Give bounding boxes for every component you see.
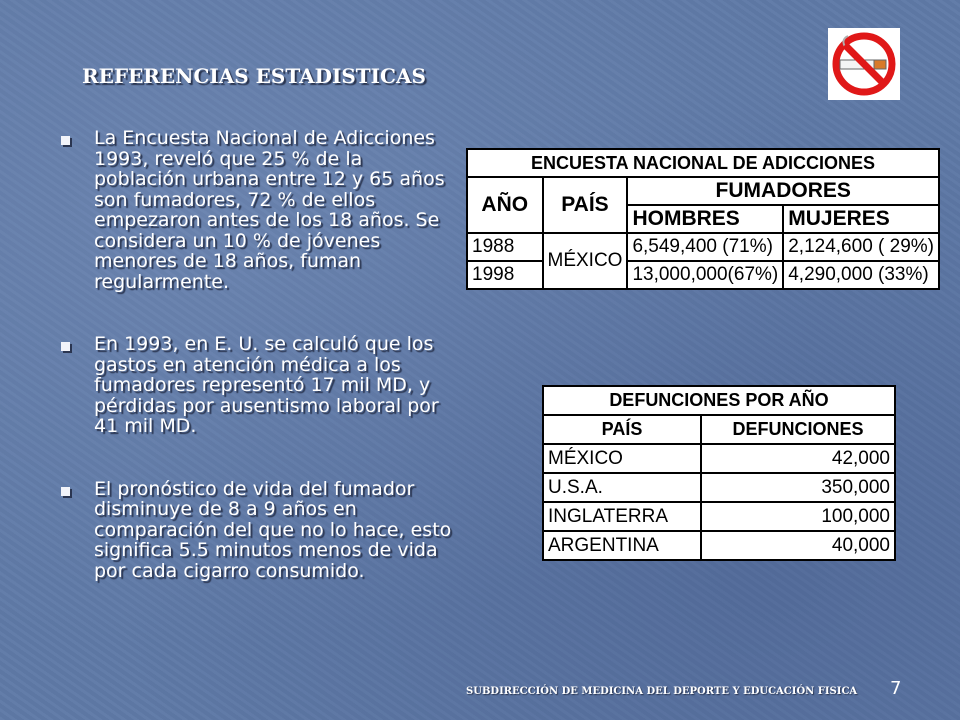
men-cell: 6,549,400 (71%) [627, 233, 783, 261]
page-number: 7 [890, 678, 902, 699]
square-bullet-icon [61, 487, 70, 496]
country-cell: MÉXICO [543, 444, 701, 473]
women-cell: 4,290,000 (33%) [783, 261, 939, 289]
bullet-item [58, 128, 456, 292]
country-cell: ARGENTINA [543, 531, 701, 560]
deaths-cell: 350,000 [701, 473, 895, 502]
deaths-header: DEFUNCIONES [701, 415, 895, 444]
no-smoking-icon [828, 28, 900, 100]
bullet-text: La Encuesta Nacional de Adicciones 1993, reveló que 25 % de la población urbana entre 12 y 65 años son fumadores, 72 % de ellos empezaron antes de los 18 años. Se considera un 10 % de jóvenes menores de 18 años, fuman regularmente. [94, 127, 445, 293]
men-cell: 13,000,000(67%) [627, 261, 783, 289]
country-cell: MÉXICO [543, 233, 628, 289]
slide-title: REFERENCIAS ESTADISTICAS [82, 64, 426, 88]
table-row [543, 502, 895, 531]
country-header: PAÍS [543, 177, 628, 233]
country-cell: U.S.A. [543, 473, 701, 502]
footer-text: SUBDIRECCIÓN DE MEDICINA DEL DEPORTE Y EDUCACIÓN FISICA [466, 686, 858, 697]
country-cell: INGLATERRA [543, 502, 701, 531]
smokers-header: FUMADORES [627, 177, 939, 205]
bullet-text: El pronóstico de vida del fumador disminuye de 8 a 9 años en comparación del que no lo hace, esto significa 5.5 minutos menos de vida por cada cigarro consumido. [94, 477, 452, 582]
table-row [467, 261, 939, 289]
bullet-list [58, 128, 456, 581]
table-row [467, 233, 939, 261]
men-header: HOMBRES [627, 205, 783, 233]
deaths-table [542, 385, 896, 561]
square-bullet-icon [61, 136, 70, 145]
bullet-text: En 1993, en E. U. se calculó que los gastos en atención médica a los fumadores representó 17 mil MD, y pérdidas por ausentismo laboral por 41 mil MD. [94, 333, 439, 437]
table-row [543, 473, 895, 502]
deaths-cell: 40,000 [701, 531, 895, 560]
bullet-item [58, 334, 456, 437]
year-cell: 1998 [467, 261, 543, 289]
survey-table [466, 148, 940, 290]
bullet-item [58, 479, 456, 582]
women-cell: 2,124,600 ( 29%) [783, 233, 939, 261]
deaths-cell: 100,000 [701, 502, 895, 531]
women-header: MUJERES [783, 205, 939, 233]
square-bullet-icon [61, 342, 70, 351]
table-row [543, 531, 895, 560]
deaths-table-title: DEFUNCIONES POR AÑO [543, 386, 895, 415]
survey-table-title: ENCUESTA NACIONAL DE ADICCIONES [467, 149, 939, 177]
year-header: AÑO [467, 177, 543, 233]
country-header: PAÍS [543, 415, 701, 444]
deaths-cell: 42,000 [701, 444, 895, 473]
year-cell: 1988 [467, 233, 543, 261]
table-row [543, 444, 895, 473]
